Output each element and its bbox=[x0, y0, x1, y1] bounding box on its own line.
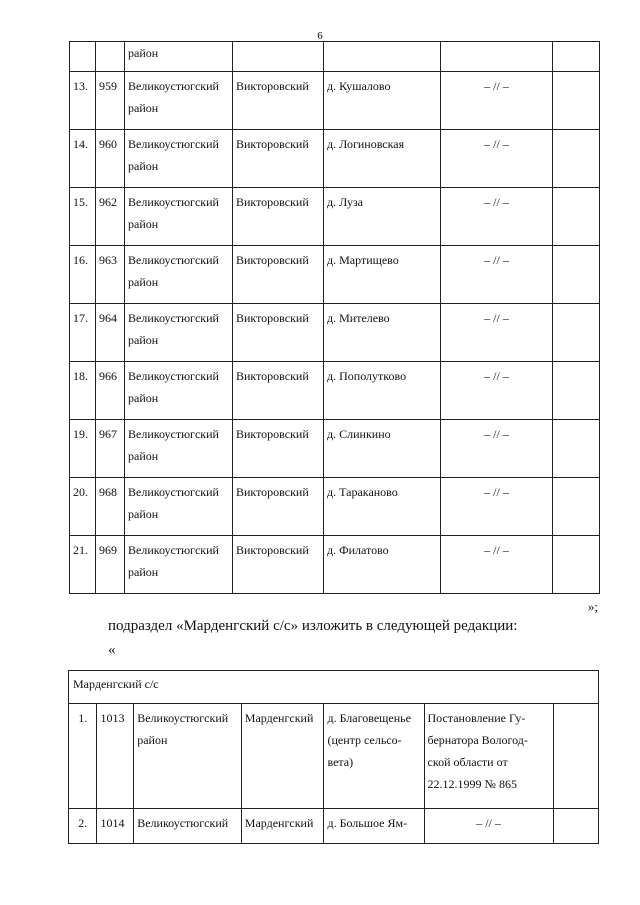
cell-district: Великоустюгский район bbox=[125, 536, 233, 594]
cell-settlement bbox=[324, 42, 441, 72]
cell-number: 1. bbox=[69, 704, 97, 809]
cell-council: Викторовский bbox=[233, 130, 324, 188]
cell-number: 18. bbox=[70, 362, 96, 420]
cell-code: 962 bbox=[96, 188, 125, 246]
cell-code: 966 bbox=[96, 362, 125, 420]
cell-code: 1014 bbox=[97, 809, 134, 844]
cell-document: – // – bbox=[424, 809, 553, 844]
cell-district: Великоустюгский район bbox=[125, 478, 233, 536]
settlements-table-body bbox=[70, 42, 600, 594]
cell-settlement: д. Мителево bbox=[324, 304, 441, 362]
cell-extra bbox=[553, 478, 600, 536]
table-row bbox=[70, 304, 600, 362]
cell-document: Постановление Гу-бернатора Вологод-ской области от 22.12.1999 № 865 bbox=[424, 704, 553, 809]
table-row bbox=[70, 536, 600, 594]
cell-extra bbox=[553, 420, 600, 478]
cell-settlement: д. Луза bbox=[324, 188, 441, 246]
cell-district: район bbox=[125, 42, 233, 72]
cell-settlement: д. Тараканово bbox=[324, 478, 441, 536]
cell-extra bbox=[553, 42, 600, 72]
cell-district: Великоустюгский район bbox=[125, 304, 233, 362]
page-number: 6 bbox=[317, 30, 323, 42]
cell-council: Викторовский bbox=[233, 304, 324, 362]
cell-extra bbox=[553, 130, 600, 188]
cell-district: Великоустюгский район bbox=[125, 188, 233, 246]
cell-settlement: д. Мартищево bbox=[324, 246, 441, 304]
cell-code: 959 bbox=[96, 72, 125, 130]
cell-code: 960 bbox=[96, 130, 125, 188]
cell-council: Викторовский bbox=[233, 362, 324, 420]
table-row bbox=[70, 246, 600, 304]
cell-extra bbox=[553, 362, 600, 420]
cell-document: – // – bbox=[441, 478, 553, 536]
cell-number: 13. bbox=[70, 72, 96, 130]
mardenga-table bbox=[68, 670, 599, 844]
cell-council: Викторовский bbox=[233, 420, 324, 478]
settlements-table bbox=[69, 41, 600, 594]
cell-code: 967 bbox=[96, 420, 125, 478]
cell-number: 14. bbox=[70, 130, 96, 188]
cell-district: Великоустюгский район bbox=[125, 72, 233, 130]
table-row bbox=[70, 72, 600, 130]
cell-document bbox=[441, 42, 553, 72]
table-row bbox=[70, 130, 600, 188]
cell-document: – // – bbox=[441, 304, 553, 362]
cell-code: 964 bbox=[96, 304, 125, 362]
cell-document: – // – bbox=[441, 362, 553, 420]
cell-number: 21. bbox=[70, 536, 96, 594]
cell-code bbox=[96, 42, 125, 72]
cell-settlement: д. Благовещенье (центр сельсо-вета) bbox=[324, 704, 424, 809]
instruction-paragraph: подраздел «Марденгский с/с» изложить в следующей редакции: bbox=[108, 618, 518, 634]
cell-document: – // – bbox=[441, 188, 553, 246]
section-row bbox=[69, 671, 599, 704]
cell-number: 17. bbox=[70, 304, 96, 362]
cell-settlement: д. Большое Ям- bbox=[324, 809, 424, 844]
cell-document: – // – bbox=[441, 72, 553, 130]
table-row-continued bbox=[70, 42, 600, 72]
cell-district: Великоустюгский bbox=[134, 809, 242, 844]
cell-council: Викторовский bbox=[233, 72, 324, 130]
table-row bbox=[69, 704, 599, 809]
table-row bbox=[70, 362, 600, 420]
cell-code: 963 bbox=[96, 246, 125, 304]
opening-quote: « bbox=[108, 642, 116, 658]
cell-extra bbox=[553, 304, 600, 362]
cell-district: Великоустюгский район bbox=[125, 246, 233, 304]
cell-extra bbox=[553, 72, 600, 130]
cell-code: 968 bbox=[96, 478, 125, 536]
cell-number: 2. bbox=[69, 809, 97, 844]
table-row bbox=[70, 478, 600, 536]
cell-settlement: д. Слинкино bbox=[324, 420, 441, 478]
cell-council bbox=[233, 42, 324, 72]
cell-document: – // – bbox=[441, 420, 553, 478]
cell-council: Марденгский bbox=[241, 704, 324, 809]
cell-council: Марденгский bbox=[241, 809, 324, 844]
cell-settlement: д. Филатово bbox=[324, 536, 441, 594]
cell-council: Викторовский bbox=[233, 188, 324, 246]
cell-settlement: д. Пополутково bbox=[324, 362, 441, 420]
closing-quote: »; bbox=[587, 599, 598, 614]
cell-district: Великоустюгский район bbox=[125, 420, 233, 478]
cell-number: 15. bbox=[70, 188, 96, 246]
cell-district: Великоустюгский район bbox=[134, 704, 242, 809]
table-row bbox=[69, 809, 599, 844]
cell-council: Викторовский bbox=[233, 246, 324, 304]
cell-settlement: д. Логиновская bbox=[324, 130, 441, 188]
cell-council: Викторовский bbox=[233, 536, 324, 594]
cell-number bbox=[70, 42, 96, 72]
cell-number: 16. bbox=[70, 246, 96, 304]
cell-number: 20. bbox=[70, 478, 96, 536]
cell-council: Викторовский bbox=[233, 478, 324, 536]
cell-extra bbox=[553, 704, 598, 809]
cell-extra bbox=[553, 536, 600, 594]
cell-document: – // – bbox=[441, 536, 553, 594]
cell-number: 19. bbox=[70, 420, 96, 478]
cell-extra bbox=[553, 188, 600, 246]
cell-code: 1013 bbox=[97, 704, 134, 809]
cell-document: – // – bbox=[441, 246, 553, 304]
cell-code: 969 bbox=[96, 536, 125, 594]
table-row bbox=[70, 420, 600, 478]
section-title: Марденгский с/с bbox=[69, 671, 599, 704]
cell-document: – // – bbox=[441, 130, 553, 188]
cell-settlement: д. Кушалово bbox=[324, 72, 441, 130]
cell-extra bbox=[553, 809, 598, 844]
table-row bbox=[70, 188, 600, 246]
cell-district: Великоустюгский район bbox=[125, 130, 233, 188]
cell-district: Великоустюгский район bbox=[125, 362, 233, 420]
cell-extra bbox=[553, 246, 600, 304]
